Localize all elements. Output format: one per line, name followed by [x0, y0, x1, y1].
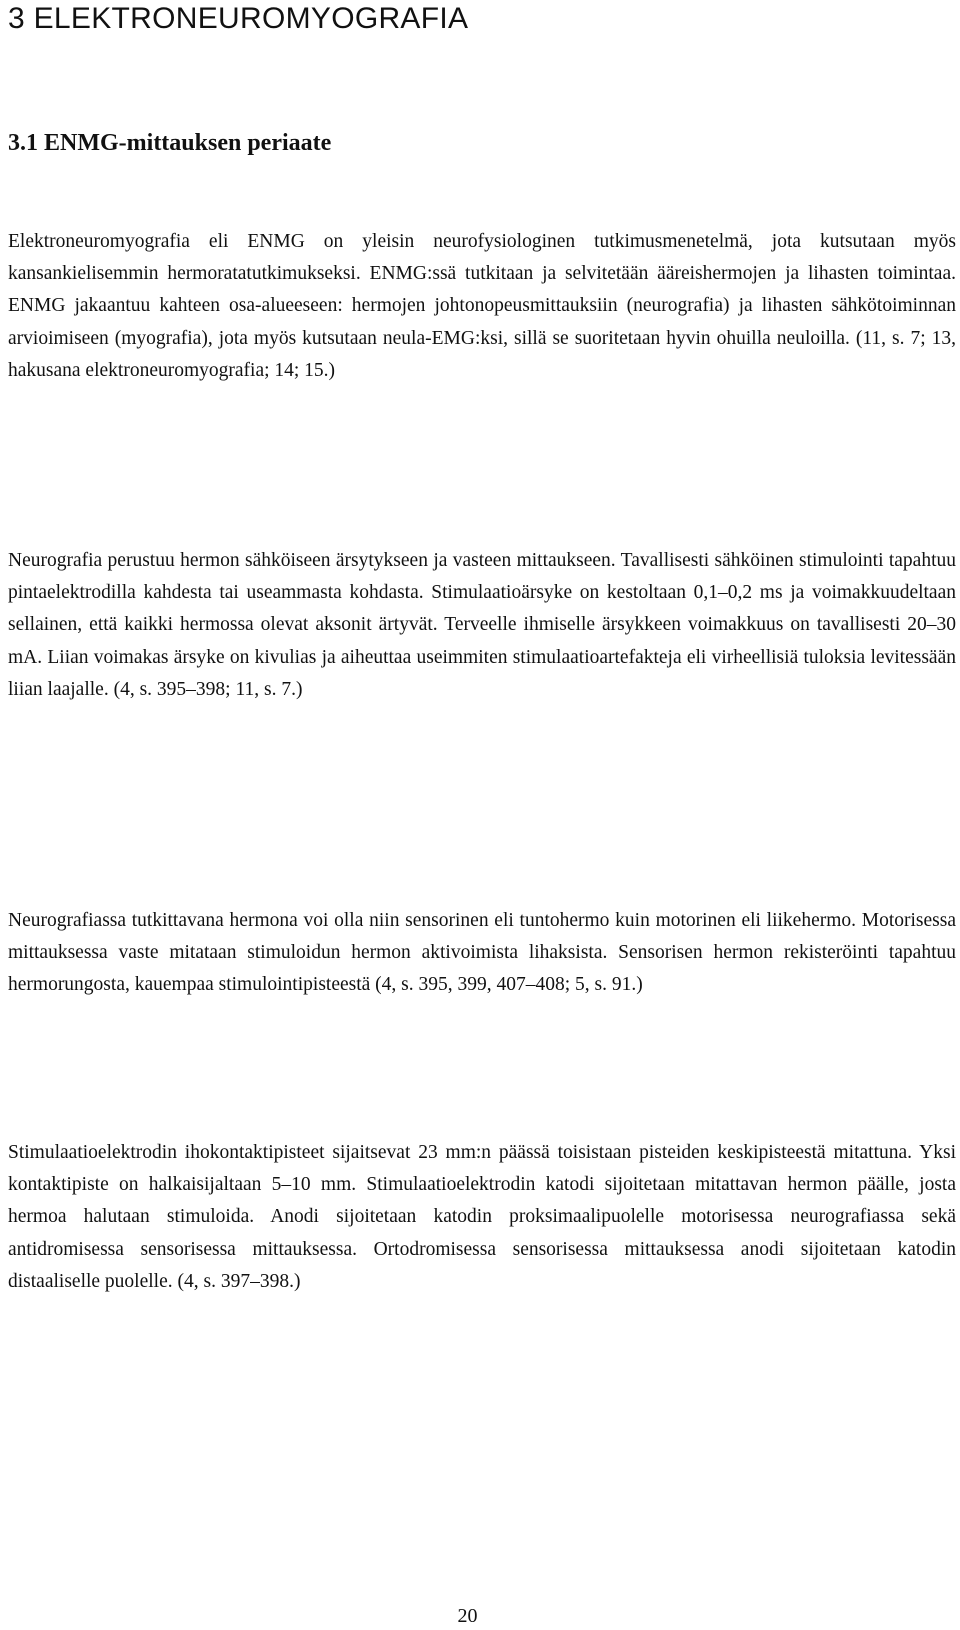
section-title: 3.1 ENMG-mittauksen periaate — [8, 130, 332, 156]
body-paragraph-4: Stimulaatioelektrodin ihokontaktipisteet sijaitsevat 23 mm:n päässä toisistaan pisteiden keskipisteestä mitattuna. Yksi kontaktipiste on halkaisijaltaan 5–10 mm. Stimulaatioelektrodin katodi sijoitetaan mitattavan hermon päälle, josta hermoa halutaan stimuloida. Anodi sijoitetaan katodin proksimaalipuolelle motorisessa neurografiassa sekä antidromisessa sensorisessa mittauksessa. Ortodromisessa sensorisessa mittauksessa anodi sijoitetaan katodin distaaliselle puolelle. (4, s. 397–398.) — [8, 1142, 956, 1292]
body-paragraph-3: Neurografiassa tutkittavana hermona voi olla niin sensorinen eli tuntohermo kuin motorinen eli liikehermo. Motorisessa mittauksessa vaste mitataan stimuloidun hermon aktivoimista lihaksista. Sensorisen hermon rekisteröinti tapahtuu hermorungosta, kauempaa stimulointipisteestä (4, s. 395, 399, 407–408; 5, s. 91.) — [8, 910, 956, 996]
page-number: 20 — [457, 1605, 478, 1627]
chapter-title: 3 ELEKTRONEUROMYOGRAFIA — [8, 2, 469, 35]
body-paragraph-2: Neurografia perustuu hermon sähköiseen ärsytykseen ja vasteen mittaukseen. Tavallisesti sähköinen stimulointi tapahtuu pintaelektrodilla kahdesta tai useammasta kohdasta. Stimulaatioärsyke on kestoltaan 0,1–0,2 ms ja voimakkuudeltaan sellainen, että kaikki hermossa olevat aksonit ärtyvät. Terveelle ihmiselle ärsykkeen voimakkuus on tavallisesti 20–30 mA. Liian voimakas ärsyke on kivulias ja aiheuttaa useimmiten stimulaatioartefakteja eli virheellisiä tuloksia levitessään liian laajalle. (4, s. 395–398; 11, s. 7.) — [8, 550, 956, 700]
body-paragraph-1: Elektroneuromyografia eli ENMG on yleisin neurofysiologinen tutkimusmenetelmä, jota kutsutaan myös kansankielisemmin hermoratatutkimukseksi. ENMG:ssä tutkitaan ja selvitetään ääreishermojen ja lihasten toimintaa. ENMG jakaantuu kahteen osa-alueeseen: hermojen johtonopeusmittauksiin (neurografia) ja lihasten sähkötoiminnan arvioimiseen (myografia), jota myös kutsutaan neula-EMG:ksi, sillä se suoritetaan hyvin ohuilla neuloilla. (11, s. 7; 13, hakusana elektroneuromyografia; 14; 15.) — [8, 231, 956, 381]
